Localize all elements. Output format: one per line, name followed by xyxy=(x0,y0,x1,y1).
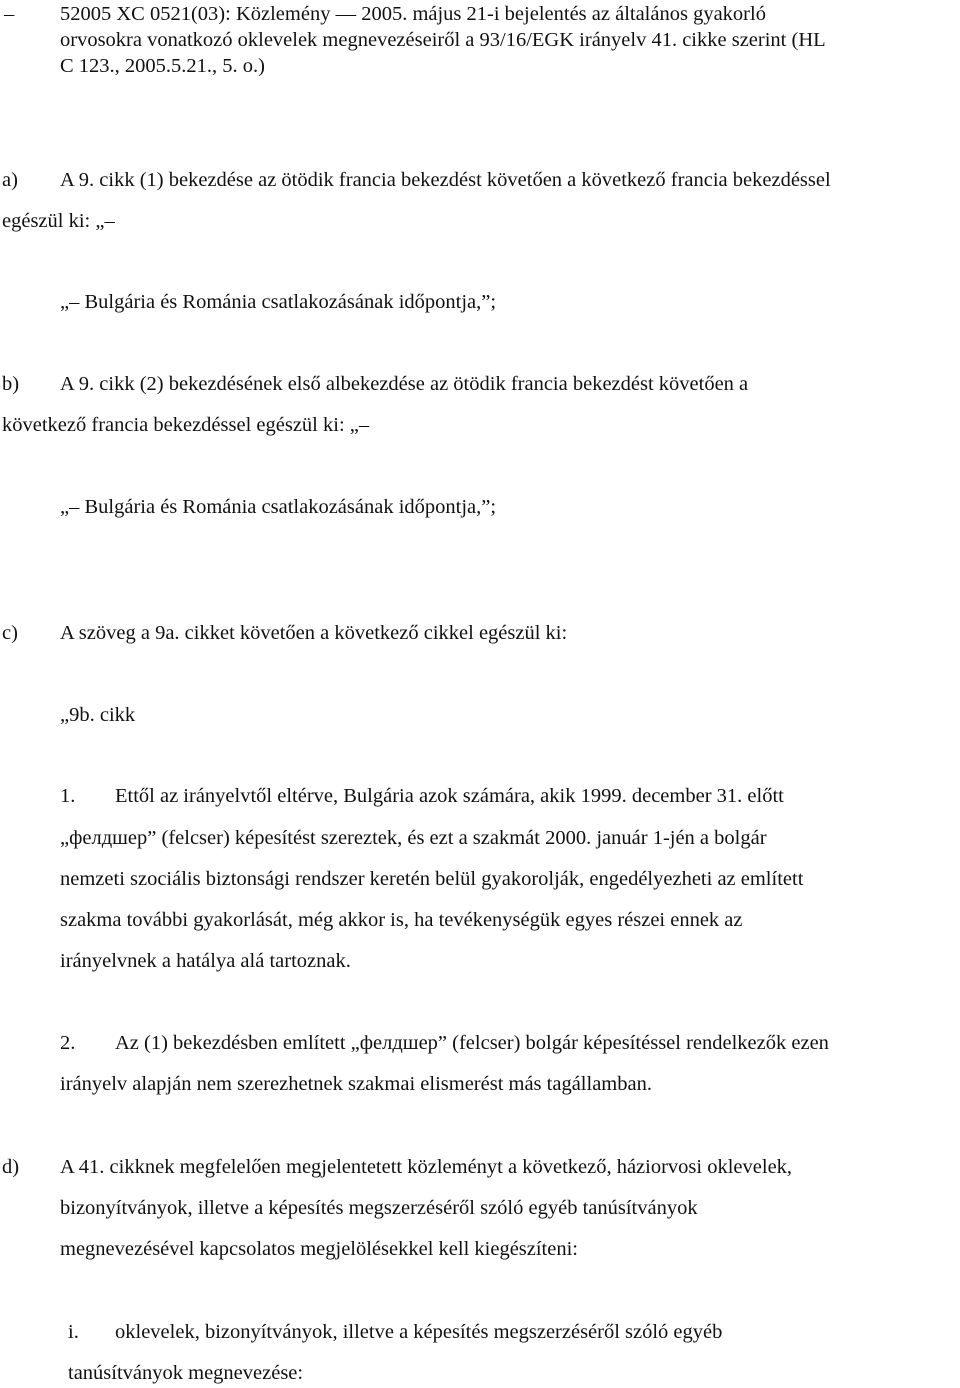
point-a-line-2: egészül ki: „– xyxy=(2,210,115,232)
article-title: „9b. cikk xyxy=(60,704,136,726)
paragraph-1-line-3: nemzeti szociális biztonsági rendszer keretén belül gyakorolják, engedélyezheti az említett xyxy=(60,868,804,890)
paragraph-1-line-4: szakma további gyakorlását, még akkor is, ha tevékenységük egyes részei ennek az xyxy=(60,909,743,931)
paragraph-1-line-2: „фелдшер” (felcser) képesítést szereztek, és ezt a szakmát 2000. január 1-jén a bolgár xyxy=(60,827,767,849)
point-d-line-3: megnevezésével kapcsolatos megjelölésekkel kell kiegészíteni: xyxy=(60,1238,578,1260)
paragraph-2-line-2: irányelv alapján nem szerezhetnek szakmai elismerést más tagállamban. xyxy=(60,1073,652,1095)
reference-line-1: 52005 XC 0521(03): Közlemény — 2005. május 21-i bejelentés az általános gyakorló xyxy=(60,3,766,25)
paragraph-1-line-5: irányelvnek a hatálya alá tartoznak. xyxy=(60,950,351,972)
point-d-line-1: A 41. cikknek megfelelően megjelentetett közleményt a következő, háziorvosi oklevelek, xyxy=(60,1156,793,1178)
point-a-quote: „– Bulgária és Románia csatlakozásának időpontja,”; xyxy=(60,291,497,313)
paragraph-2-number: 2. xyxy=(60,1032,76,1054)
point-a-line-1: A 9. cikk (1) bekezdése az ötödik francia bekezdést követően a következő francia bekezdéssel xyxy=(60,169,831,191)
item-i-line-1: oklevelek, bizonyítványok, illetve a képesítés megszerzéséről szóló egyéb xyxy=(115,1321,723,1343)
reference-line-3: C 123., 2005.5.21., 5. o.) xyxy=(60,55,265,77)
point-b-line-2: következő francia bekezdéssel egészül ki: „– xyxy=(2,414,370,436)
paragraph-2-line-1: Az (1) bekezdésben említett „фелдшер” (felcser) bolgár képesítéssel rendelkezők ezen xyxy=(115,1032,829,1054)
point-b-line-1: A 9. cikk (2) bekezdésének első albekezdése az ötödik francia bekezdést követően a xyxy=(60,373,749,395)
reference-line-2: orvosokra vonatkozó oklevelek megnevezéseiről a 93/16/EGK irányelv 41. cikke szerint (HL xyxy=(60,29,826,51)
point-a-label: a) xyxy=(2,169,18,191)
item-i-label: i. xyxy=(68,1321,79,1343)
point-c-text: A szöveg a 9a. cikket követően a következő cikkel egészül ki: xyxy=(60,622,568,644)
paragraph-1-number: 1. xyxy=(60,785,76,807)
point-c-label: c) xyxy=(2,622,18,644)
reference-dash: – xyxy=(4,3,15,25)
point-d-line-2: bizonyítványok, illetve a képesítés megszerzéséről szóló egyéb tanúsítványok xyxy=(60,1197,698,1219)
point-b-quote: „– Bulgária és Románia csatlakozásának időpontja,”; xyxy=(60,496,497,518)
point-d-label: d) xyxy=(2,1156,20,1178)
paragraph-1-line-1: Ettől az irányelvtől eltérve, Bulgária azok számára, akik 1999. december 31. előtt xyxy=(115,785,784,807)
item-i-line-2: tanúsítványok megnevezése: xyxy=(68,1362,304,1384)
point-b-label: b) xyxy=(2,373,20,395)
